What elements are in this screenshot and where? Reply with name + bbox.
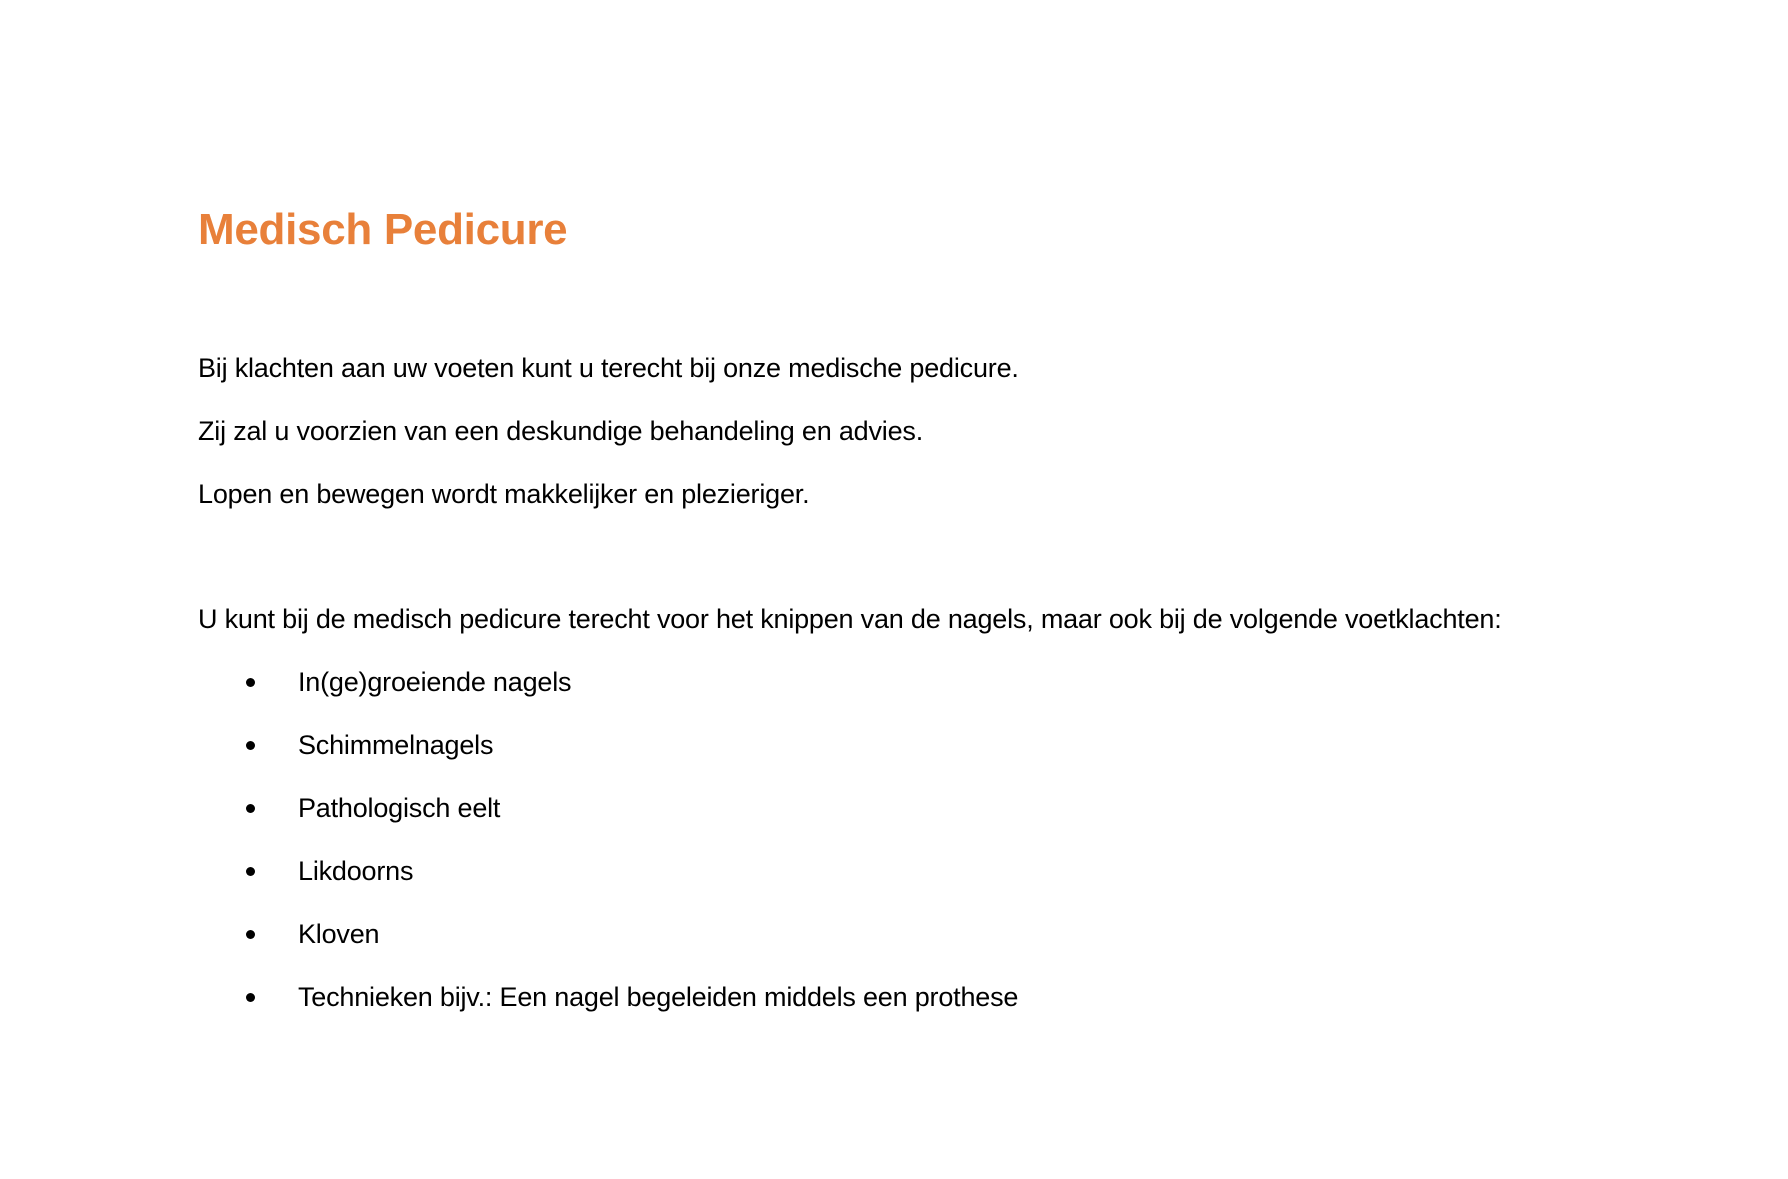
- bullet-icon: [246, 993, 255, 1002]
- list-item-label: Likdoorns: [298, 856, 414, 886]
- intro-paragraph: Zij zal u voorzien van een deskundige behandeling en advies.: [198, 416, 924, 446]
- bullet-icon: [246, 741, 255, 750]
- bullet-icon: [246, 804, 255, 813]
- list-item-label: Pathologisch eelt: [298, 793, 501, 823]
- bullet-icon: [246, 930, 255, 939]
- page-title: Medisch Pedicure: [198, 205, 568, 254]
- list-item-label: Kloven: [298, 919, 380, 949]
- list-item-label: Technieken bijv.: Een nagel begeleiden middels een prothese: [298, 982, 1019, 1012]
- intro-paragraph: Bij klachten aan uw voeten kunt u terecht bij onze medische pedicure.: [198, 353, 1019, 383]
- list-item-label: Schimmelnagels: [298, 730, 494, 760]
- list-intro-paragraph: U kunt bij de medisch pedicure terecht voor het knippen van de nagels, maar ook bij de volgende voetklachten:: [198, 604, 1502, 634]
- list-item-label: In(ge)groeiende nagels: [298, 667, 572, 697]
- bullet-icon: [246, 867, 255, 876]
- intro-paragraph: Lopen en bewegen wordt makkelijker en plezieriger.: [198, 479, 810, 509]
- bullet-icon: [246, 678, 255, 687]
